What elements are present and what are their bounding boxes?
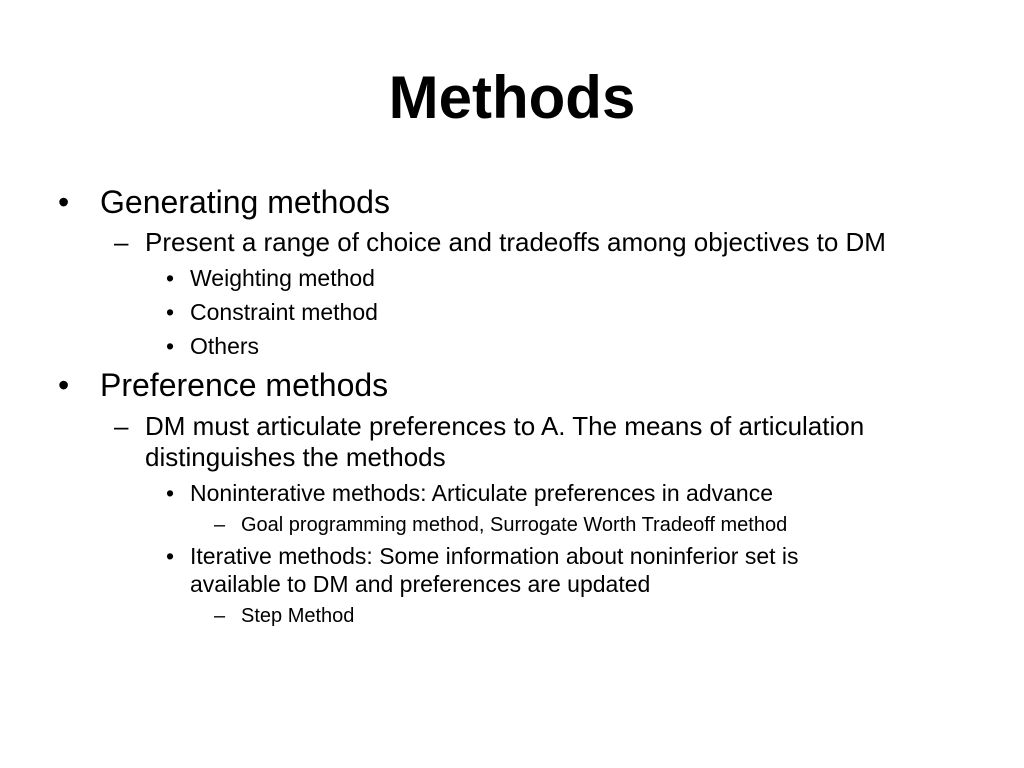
bullet-dot: • (166, 333, 175, 359)
bullet-dot: • (166, 265, 175, 291)
subsubbullet-constraint (166, 298, 378, 326)
bullet-dash: – (114, 411, 129, 441)
bullet-text: Preference methods (100, 367, 389, 403)
level4-goal-programming (214, 513, 788, 537)
slide-title: Methods (388, 64, 636, 131)
bullet-dot: • (166, 480, 175, 506)
bullet-text: distinguishes the methods (145, 442, 446, 472)
bullet-dash: – (114, 227, 129, 257)
bullet-text: Noninterative methods: Articulate preferences in advance (190, 480, 773, 506)
subsubbullet-iterative-cont (190, 570, 650, 598)
bullet-dot: • (58, 184, 70, 220)
bullet-dot: • (166, 299, 175, 325)
bullet-text: DM must articulate preferences to A. The means of articulation (145, 411, 865, 441)
subbullet-generating-desc (114, 227, 886, 258)
subsubbullet-weighting (166, 264, 375, 292)
bullet-dot: • (166, 543, 175, 569)
subbullet-preference-desc-cont (145, 442, 446, 473)
bullet-text: available to DM and preferences are updated (190, 571, 651, 597)
bullet-text: Step Method (241, 605, 355, 627)
bullet-text: Weighting method (190, 265, 375, 291)
bullet-generating-methods (58, 184, 390, 220)
bullet-text: Constraint method (190, 299, 378, 325)
subbullet-preference-desc (114, 411, 865, 442)
bullet-text: Goal programming method, Surrogate Worth Tradeoff method (241, 514, 788, 536)
bullet-dash: – (214, 605, 226, 627)
bullet-preference-methods (58, 367, 389, 403)
bullet-text: Iterative methods: Some information about noninferior set is (190, 543, 799, 569)
bullet-text: Others (190, 333, 260, 359)
subsubbullet-noninterative (166, 479, 773, 507)
level4-step-method (214, 604, 355, 628)
bullet-text: Present a range of choice and tradeoffs among objectives to DM (145, 227, 886, 257)
subsubbullet-iterative (166, 542, 799, 570)
bullet-text: Generating methods (100, 184, 390, 220)
bullet-dot: • (58, 367, 70, 403)
bullet-dash: – (214, 514, 226, 536)
subsubbullet-others (166, 332, 260, 360)
